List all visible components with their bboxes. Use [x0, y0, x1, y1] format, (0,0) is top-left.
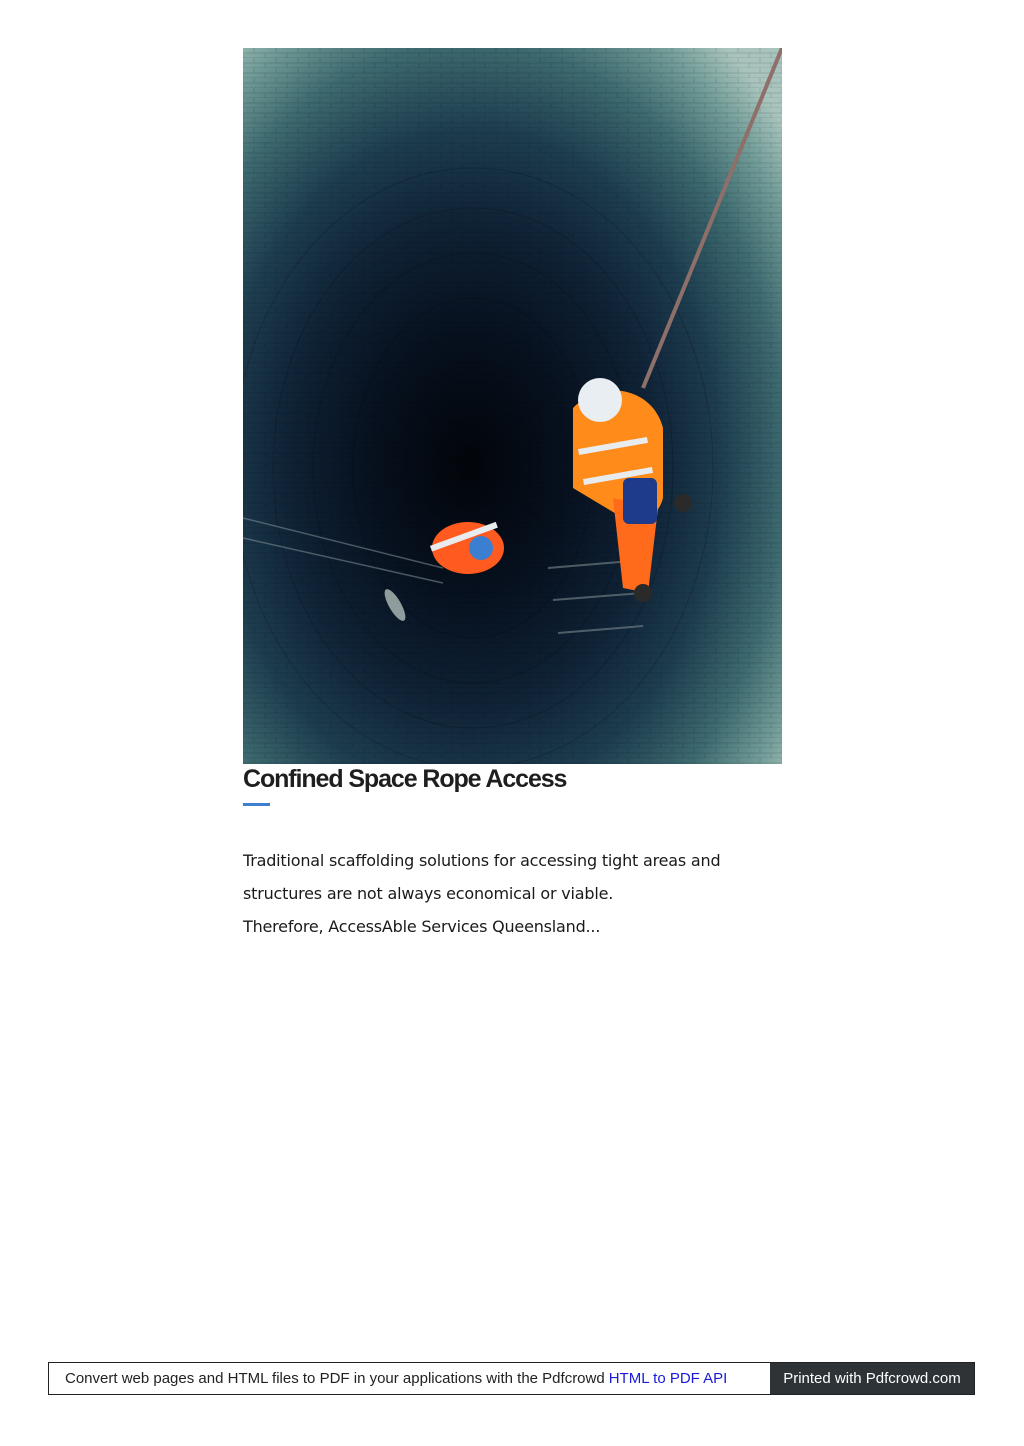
excerpt-line: structures are not always economical or viable. [243, 884, 614, 903]
article-excerpt [243, 844, 783, 943]
printed-with-badge[interactable]: Printed with Pdfcrowd.com [770, 1363, 974, 1394]
footer-text: Convert web pages and HTML files to PDF in your applications with the Pdfcrowd [65, 1370, 605, 1387]
html-to-pdf-api-link[interactable]: HTML to PDF API [608, 1370, 728, 1387]
pdfcrowd-footer [48, 1362, 975, 1395]
excerpt-line: Therefore, AccessAble Services Queensland... [243, 917, 601, 936]
shaft-photo [243, 48, 782, 764]
article-title: Confined Space Rope Access [243, 765, 567, 793]
footer-message [49, 1363, 770, 1394]
excerpt-line: Traditional scaffolding solutions for accessing tight areas and [243, 851, 721, 870]
title-underline-accent [243, 803, 270, 806]
hero-image [243, 48, 782, 764]
